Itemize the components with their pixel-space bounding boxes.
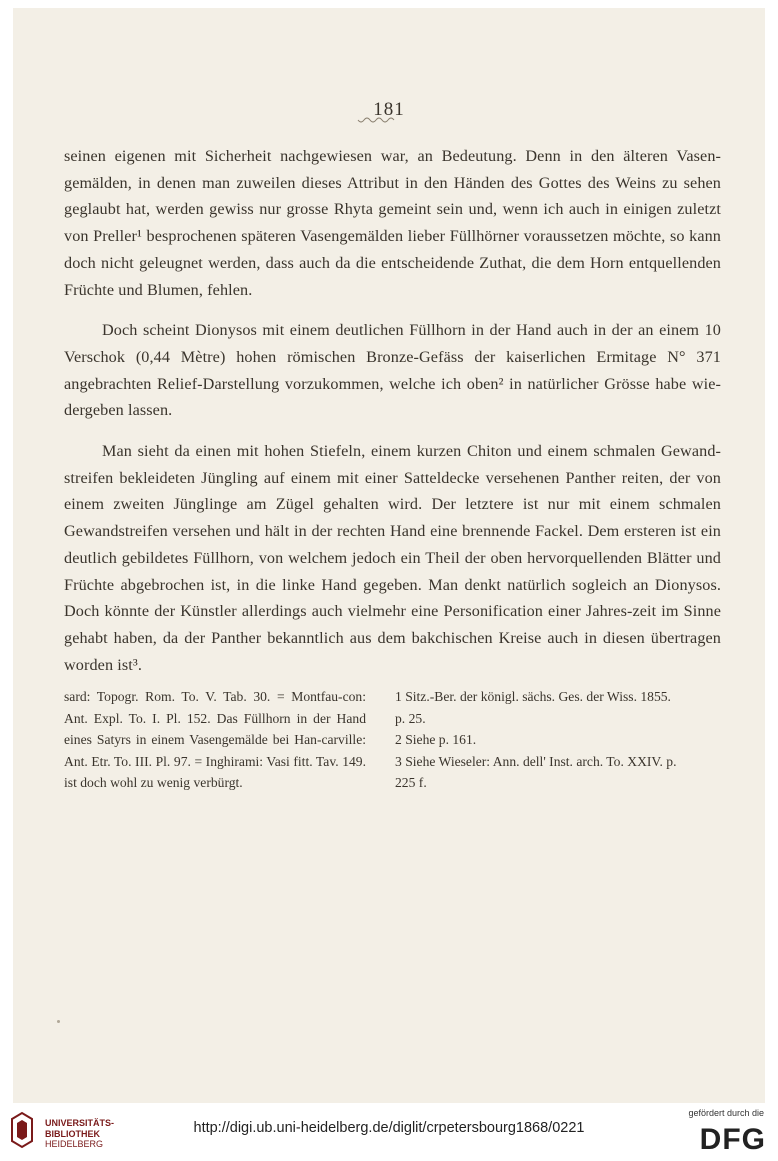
viewer-footer — [0, 1103, 778, 1161]
scanned-page — [13, 8, 765, 1103]
dfg-logo[interactable]: DFG — [699, 1123, 766, 1156]
source-url-link[interactable]: http://digi.ub.uni-heidelberg.de/diglit/crpetersbourg1868/0221 — [193, 1120, 585, 1136]
library-name-line1: UNIVERSITÄTS- — [45, 1118, 115, 1128]
paragraph-2: Doch scheint Dionysos mit einem deutlichen Füllhorn in der Hand auch in der an einem 10 Verschok (0,44 Mètre) hohen römischen Bronze-Gefäss der kaiserlichen Ermitage N° 371 angebrachten Relief-Darstellung vorzukommen, welche ich oben² in natürlicher Grösse habe wie-dergeben lassen. — [64, 321, 721, 420]
paper-speck — [57, 1020, 60, 1023]
footnote-continuation: sard: Topogr. Rom. To. V. Tab. 30. = Montfau-con: Ant. Expl. To. I. Pl. 152. Das Füllhorn in der Hand eines Satyrs in einem Vasengemälde bei Han-carville: Ant. Etr. To. III. Pl. 97. = Inghirami: Vasi fitt. Tav. 149. ist doch wohl zu wenig verbürgt. — [64, 689, 366, 790]
page-number: 181 — [373, 99, 405, 120]
footnote-3: 3 Siehe Wieseler: Ann. dell' Inst. arch. To. XXIV. p. 225 f. — [395, 753, 677, 790]
paragraph-3: Man sieht da einen mit hohen Stiefeln, einem kurzen Chiton und einem schmalen Gewand-streifen bekleideten Jüngling auf einem mit einer Satteldecke versehenen Panther reiten, der von einem zweiten Jünglinge am Zügel gehalten wird. Der letztere ist nur mit einem schmalen Gewandstreifen versehen und hält in der rechten Hand eine brennende Fackel. Dem ersteren ist ein deutlich gebildetes Füllhorn, von welchem jedoch ein Theil der oben hervorquellenden Blätter und Früchte abgebrochen ist, in die linke Hand gegeben. Man denkt natürlich sogleich an Dionysos. Doch könnte der Künstler allerdings auch vielmehr eine Personification einer Jahres-zeit im Sinne gehabt haben, da der Panther bekanntlich aus dem bakchischen Kreise auch in diesen übertragen worden ist³. — [64, 442, 721, 674]
footnote-2: 2 Siehe p. 161. — [395, 732, 477, 747]
funding-caption: gefördert durch die — [688, 1108, 764, 1118]
ornament-divider — [356, 116, 396, 126]
paragraph-1: seinen eigenen mit Sicherheit nachgewiesen war, an Bedeutung. Denn in den älteren Vasen-gemälden, in denen man zuweilen dieses Attribut in den Händen des Gottes des Weins zu sehen geglaubt hat, werden gewiss nur grosse Rhyta gemeint sein und, wenn ich auch in einigen zuletzt von Preller¹ besprochenen späteren Vasengemälden lieber Füllhörner voraussetzen möchte, so kann doch nicht geleugnet werden, dass auch da die entscheidende Zuthat, die dem Horn entquellenden Früchte und Blumen, fehlen. — [64, 147, 721, 299]
footnote-1: 1 Sitz.-Ber. der königl. sächs. Ges. der Wiss. 1855. p. 25. — [395, 689, 671, 726]
footnotes — [395, 686, 680, 794]
library-name-line2: BIBLIOTHEK — [45, 1128, 100, 1139]
library-name-line3: HEIDELBERG — [45, 1139, 104, 1149]
main-text — [64, 143, 721, 692]
